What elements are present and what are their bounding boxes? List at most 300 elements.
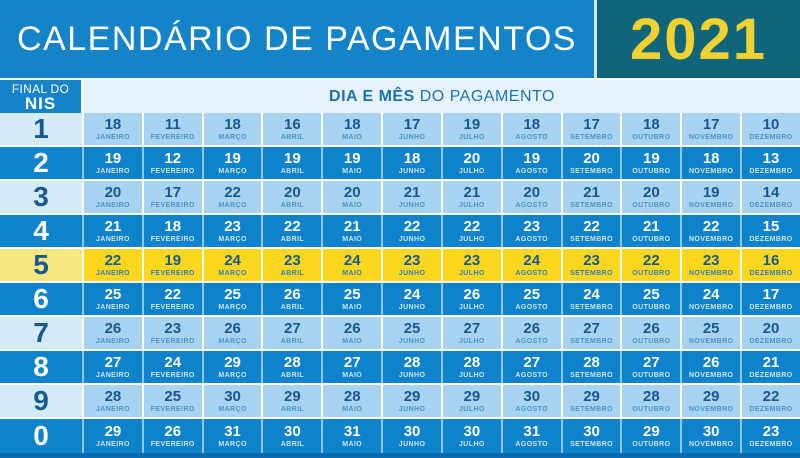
payment-cell <box>563 215 623 247</box>
payment-month: MAIO <box>342 441 363 448</box>
payment-day: 31 <box>224 423 241 440</box>
calendar-row <box>0 385 800 419</box>
calendar-row <box>0 419 800 453</box>
payment-day: 25 <box>343 286 361 303</box>
payment-month: ABRIL <box>280 168 305 175</box>
payment-cell <box>144 419 204 453</box>
payment-month: MAIO <box>342 304 363 311</box>
payment-day: 23 <box>284 252 301 269</box>
payment-month: MARÇO <box>218 236 247 243</box>
payment-day: 27 <box>343 354 361 371</box>
payment-month: JULHO <box>459 236 485 243</box>
payment-month: OUTUBRO <box>632 304 671 311</box>
payment-day: 28 <box>284 354 301 371</box>
payment-cell <box>84 385 144 417</box>
payment-cell <box>383 147 443 179</box>
payment-month: FEVEREIRO <box>150 236 195 243</box>
payment-cell <box>84 113 144 145</box>
payment-day: 26 <box>523 320 541 337</box>
payment-cell <box>383 113 443 145</box>
payment-month: AGOSTO <box>515 236 549 243</box>
payment-month: MAIO <box>342 338 363 345</box>
payment-day: 24 <box>224 252 241 269</box>
payment-month: OUTUBRO <box>632 372 671 379</box>
payment-month: JUNHO <box>398 270 426 277</box>
payment-day: 24 <box>523 252 541 269</box>
payment-day: 30 <box>403 423 421 440</box>
payment-month: NOVEMBRO <box>688 202 734 209</box>
nis-digit: 1 <box>0 113 84 145</box>
payment-day: 26 <box>104 320 122 337</box>
payment-cell <box>622 215 682 247</box>
payment-month: ABRIL <box>280 406 305 413</box>
payment-cell <box>443 215 503 247</box>
payment-cell <box>263 351 323 383</box>
year-label: 2021 <box>629 6 768 72</box>
calendar-row <box>0 283 800 317</box>
payment-month: OUTUBRO <box>632 202 671 209</box>
payment-cell <box>563 147 623 179</box>
payment-day: 22 <box>104 252 122 269</box>
payment-month: ABRIL <box>280 270 305 277</box>
payment-day: 18 <box>702 150 720 167</box>
payment-month: JANEIRO <box>95 338 130 345</box>
nis-digit: 0 <box>0 419 84 453</box>
payment-month: ABRIL <box>280 202 305 209</box>
payment-day: 23 <box>523 218 541 235</box>
payment-cell <box>682 249 742 281</box>
payment-month: JULHO <box>459 406 485 413</box>
payment-cell <box>323 385 383 417</box>
payment-month: OUTUBRO <box>632 168 671 175</box>
payment-day: 22 <box>284 218 301 235</box>
payment-day: 30 <box>284 423 301 440</box>
payment-month: SETEMBRO <box>570 168 613 175</box>
payment-cell <box>742 385 800 417</box>
payment-month: NOVEMBRO <box>688 270 734 277</box>
payment-cell <box>204 181 264 213</box>
payment-day: 19 <box>164 252 182 269</box>
payment-cell <box>443 419 503 453</box>
payment-month: AGOSTO <box>515 134 549 141</box>
payment-day: 18 <box>164 218 182 235</box>
payment-cell <box>144 215 204 247</box>
payment-cell <box>204 419 264 453</box>
payment-cell <box>144 283 204 315</box>
payment-month: OUTUBRO <box>632 134 671 141</box>
payment-day: 29 <box>284 388 301 405</box>
year-badge <box>594 0 800 78</box>
payment-day: 19 <box>343 150 361 167</box>
payment-cell <box>682 147 742 179</box>
header-title-area <box>0 0 594 78</box>
payment-month: AGOSTO <box>515 168 549 175</box>
payment-month: JUNHO <box>398 338 426 345</box>
payment-day: 26 <box>224 320 241 337</box>
page-title: CALENDÁRIO DE PAGAMENTOS <box>17 19 577 58</box>
payment-cell <box>263 385 323 417</box>
payment-day: 18 <box>523 116 541 133</box>
payment-month: NOVEMBRO <box>688 372 734 379</box>
payment-cell <box>443 113 503 145</box>
payment-cell <box>204 385 264 417</box>
payment-cell <box>503 419 563 453</box>
payment-month: MARÇO <box>218 338 247 345</box>
payment-cell <box>503 249 563 281</box>
payment-day: 31 <box>523 423 541 440</box>
payment-cell <box>503 283 563 315</box>
payment-month: SETEMBRO <box>570 406 613 413</box>
payment-day: 26 <box>702 354 720 371</box>
payment-month: NOVEMBRO <box>688 441 734 448</box>
payment-month: SETEMBRO <box>570 270 613 277</box>
payment-month: NOVEMBRO <box>688 134 734 141</box>
payment-day: 27 <box>523 354 541 371</box>
payment-month: JULHO <box>459 270 485 277</box>
payment-cell <box>323 317 383 349</box>
payment-cell <box>503 317 563 349</box>
nis-digit: 9 <box>0 385 84 417</box>
payment-month: FEVEREIRO <box>150 304 195 311</box>
payment-month: FEVEREIRO <box>150 202 195 209</box>
payment-cell <box>443 385 503 417</box>
payment-day: 29 <box>583 388 600 405</box>
payment-cell <box>503 385 563 417</box>
payment-cell <box>204 113 264 145</box>
payment-cell <box>622 113 682 145</box>
payment-cell <box>144 147 204 179</box>
nis-digit: 4 <box>0 215 84 247</box>
payment-cell <box>84 419 144 453</box>
payment-day: 23 <box>583 252 600 269</box>
payment-month: AGOSTO <box>515 372 549 379</box>
payment-month: JUNHO <box>398 134 426 141</box>
payment-month: JANEIRO <box>95 236 130 243</box>
payment-day: 31 <box>343 423 361 440</box>
payment-day: 21 <box>463 184 481 201</box>
payment-day: 28 <box>583 354 600 371</box>
payment-month: DEZEMBRO <box>749 372 793 379</box>
payment-day: 17 <box>702 116 720 133</box>
payment-cell <box>263 215 323 247</box>
payment-month: JULHO <box>459 304 485 311</box>
payment-month: NOVEMBRO <box>688 304 734 311</box>
payment-month: OUTUBRO <box>632 406 671 413</box>
payment-cell <box>682 181 742 213</box>
payment-month: MARÇO <box>218 134 247 141</box>
payment-day: 20 <box>762 320 780 337</box>
payment-day: 13 <box>762 150 780 167</box>
payment-month: NOVEMBRO <box>688 168 734 175</box>
header <box>0 0 800 78</box>
payment-month: JUNHO <box>398 441 426 448</box>
payment-month: DEZEMBRO <box>749 441 793 448</box>
payment-cell <box>84 215 144 247</box>
payment-day: 24 <box>702 286 720 303</box>
nis-header-line2: NIS <box>24 93 57 113</box>
payment-cell <box>144 181 204 213</box>
payment-month: JULHO <box>459 168 485 175</box>
payment-cell <box>383 385 443 417</box>
payment-day: 29 <box>104 423 122 440</box>
payment-cell <box>742 419 800 453</box>
payment-cell <box>383 419 443 453</box>
payment-month: FEVEREIRO <box>150 372 195 379</box>
payment-day: 26 <box>643 320 660 337</box>
payment-day: 11 <box>164 116 181 133</box>
payment-day: 23 <box>702 252 720 269</box>
payment-month: JULHO <box>459 202 485 209</box>
payment-month: AGOSTO <box>515 338 549 345</box>
payment-cell <box>84 249 144 281</box>
payment-cell <box>563 113 623 145</box>
payment-cell <box>84 181 144 213</box>
payment-month: DEZEMBRO <box>749 202 793 209</box>
payment-cell <box>263 181 323 213</box>
payment-cell <box>323 181 383 213</box>
payment-month: JULHO <box>459 134 485 141</box>
payment-day: 18 <box>343 116 361 133</box>
payment-month: FEVEREIRO <box>150 441 195 448</box>
payment-month: SETEMBRO <box>570 372 613 379</box>
payment-cell <box>742 215 800 247</box>
nis-digit: 6 <box>0 283 84 315</box>
payment-cell <box>204 351 264 383</box>
payment-month: AGOSTO <box>515 441 549 448</box>
payment-month: NOVEMBRO <box>688 338 734 345</box>
payment-month: AGOSTO <box>515 270 549 277</box>
payment-month: JANEIRO <box>95 202 130 209</box>
payment-month: JUNHO <box>398 406 426 413</box>
payment-day: 22 <box>762 388 780 405</box>
payment-day: 23 <box>164 320 182 337</box>
bottom-strip <box>0 453 800 458</box>
payment-cell <box>563 317 623 349</box>
payment-cell <box>323 283 383 315</box>
payment-day: 21 <box>643 218 660 235</box>
payment-month: SETEMBRO <box>570 202 613 209</box>
payment-cell <box>682 385 742 417</box>
payment-month: JANEIRO <box>95 270 130 277</box>
payment-month: ABRIL <box>280 372 305 379</box>
nis-digit: 3 <box>0 181 84 213</box>
payment-day: 25 <box>523 286 541 303</box>
calendar-row <box>0 215 800 249</box>
payment-day: 20 <box>583 150 600 167</box>
payment-cell <box>682 351 742 383</box>
payment-day: 20 <box>104 184 122 201</box>
payment-cell <box>323 249 383 281</box>
payment-month: FEVEREIRO <box>150 338 195 345</box>
payment-day: 25 <box>702 320 720 337</box>
payment-day: 27 <box>284 320 301 337</box>
payment-day: 28 <box>643 388 660 405</box>
payment-cell <box>204 283 264 315</box>
payment-day: 22 <box>224 184 241 201</box>
payment-month: DEZEMBRO <box>749 134 793 141</box>
payment-day: 21 <box>403 184 421 201</box>
payment-month: ABRIL <box>280 338 305 345</box>
nis-digit: 5 <box>0 249 84 281</box>
payment-day: 18 <box>104 116 122 133</box>
payment-cell <box>622 317 682 349</box>
payment-month: OUTUBRO <box>632 270 671 277</box>
payment-cell <box>563 283 623 315</box>
payment-month: MAIO <box>342 134 363 141</box>
payment-cell <box>742 181 800 213</box>
payment-month: MARÇO <box>218 441 247 448</box>
payment-month: JUNHO <box>398 168 426 175</box>
payment-day: 24 <box>164 354 182 371</box>
payment-day: 29 <box>463 388 481 405</box>
payment-cell <box>563 181 623 213</box>
payment-month: MARÇO <box>218 270 247 277</box>
payment-month: JUNHO <box>398 236 426 243</box>
payment-cell <box>144 113 204 145</box>
payment-cell <box>144 385 204 417</box>
payment-day: 17 <box>164 184 182 201</box>
payment-month: DEZEMBRO <box>749 338 793 345</box>
payment-cell <box>503 215 563 247</box>
calendar-row <box>0 317 800 351</box>
payment-month: MAIO <box>342 270 363 277</box>
payment-month: OUTUBRO <box>632 338 671 345</box>
payment-day: 20 <box>284 184 301 201</box>
payment-day: 19 <box>702 184 720 201</box>
payment-day: 21 <box>583 184 600 201</box>
payment-month: OUTUBRO <box>632 441 671 448</box>
payment-cell <box>263 147 323 179</box>
payment-month: JULHO <box>459 338 485 345</box>
payment-day: 27 <box>583 320 600 337</box>
payment-day: 21 <box>762 354 780 371</box>
payment-cell <box>742 113 800 145</box>
payment-month: AGOSTO <box>515 202 549 209</box>
payment-month: OUTUBRO <box>632 236 671 243</box>
payment-day: 27 <box>643 354 660 371</box>
payment-month: AGOSTO <box>515 304 549 311</box>
payment-month: JANEIRO <box>95 406 130 413</box>
payment-cell <box>204 215 264 247</box>
payment-month: JANEIRO <box>95 304 130 311</box>
day-month-header <box>84 80 800 113</box>
payment-day: 25 <box>403 320 421 337</box>
payment-cell <box>742 249 800 281</box>
payment-cell <box>263 317 323 349</box>
payment-cell <box>622 181 682 213</box>
payment-day: 28 <box>104 388 122 405</box>
payment-day: 22 <box>463 218 481 235</box>
payment-month: MARÇO <box>218 202 247 209</box>
payment-cell <box>742 351 800 383</box>
payment-day: 18 <box>643 116 660 133</box>
payment-day: 23 <box>224 218 241 235</box>
payment-day: 29 <box>702 388 720 405</box>
payment-day: 17 <box>762 286 780 303</box>
payment-month: SETEMBRO <box>570 304 613 311</box>
payment-cell <box>443 181 503 213</box>
payment-cell <box>503 113 563 145</box>
payment-cell <box>443 249 503 281</box>
day-month-header-rest: DO PAGAMENTO <box>419 87 555 105</box>
payment-day: 24 <box>343 252 361 269</box>
payment-month: MARÇO <box>218 372 247 379</box>
payment-month: DEZEMBRO <box>749 304 793 311</box>
payment-cell <box>263 249 323 281</box>
payment-month: NOVEMBRO <box>688 236 734 243</box>
payment-cell <box>323 419 383 453</box>
payment-month: MAIO <box>342 236 363 243</box>
payment-cell <box>84 147 144 179</box>
payment-cell <box>682 215 742 247</box>
payment-day: 20 <box>343 184 361 201</box>
payment-day: 25 <box>643 286 660 303</box>
day-month-header-bold: DIA E MÊS <box>329 87 415 105</box>
payment-month: SETEMBRO <box>570 441 613 448</box>
payment-day: 26 <box>343 320 361 337</box>
payment-day: 30 <box>702 423 720 440</box>
nis-column-header <box>0 80 84 113</box>
payment-cell <box>263 419 323 453</box>
payment-day: 29 <box>643 423 660 440</box>
payment-cell <box>383 351 443 383</box>
payment-day: 20 <box>463 150 481 167</box>
payment-day: 29 <box>403 388 421 405</box>
payment-day: 23 <box>403 252 421 269</box>
payment-month: FEVEREIRO <box>150 134 195 141</box>
payment-day: 15 <box>762 218 780 235</box>
nis-digit: 7 <box>0 317 84 349</box>
payment-month: MAIO <box>342 406 363 413</box>
payment-month: MARÇO <box>218 168 247 175</box>
payment-cell <box>622 147 682 179</box>
payment-cell <box>622 351 682 383</box>
payment-month: JUNHO <box>398 304 426 311</box>
payment-day: 12 <box>164 150 182 167</box>
payment-cell <box>323 147 383 179</box>
payment-cell <box>383 317 443 349</box>
payment-cell <box>204 147 264 179</box>
payment-day: 28 <box>403 354 421 371</box>
calendar-row <box>0 147 800 181</box>
payment-month: NOVEMBRO <box>688 406 734 413</box>
payment-cell <box>383 215 443 247</box>
payment-cell <box>323 113 383 145</box>
payment-day: 21 <box>104 218 122 235</box>
payment-month: ABRIL <box>280 441 305 448</box>
payment-day: 20 <box>643 184 660 201</box>
payment-month: MAIO <box>342 202 363 209</box>
nis-digit: 2 <box>0 147 84 179</box>
calendar-row <box>0 113 800 147</box>
payment-month: FEVEREIRO <box>150 270 195 277</box>
payment-day: 30 <box>224 388 241 405</box>
payment-cell <box>622 385 682 417</box>
payment-day: 24 <box>583 286 600 303</box>
payment-cell <box>263 113 323 145</box>
payment-cell <box>383 283 443 315</box>
payment-month: JANEIRO <box>95 372 130 379</box>
payment-month: MAIO <box>342 372 363 379</box>
payment-day: 19 <box>463 116 481 133</box>
payment-day: 27 <box>463 320 481 337</box>
nis-digit: 8 <box>0 351 84 383</box>
payment-month: MAIO <box>342 168 363 175</box>
payment-day: 30 <box>583 423 600 440</box>
payment-day: 23 <box>762 423 780 440</box>
payment-day: 18 <box>403 150 421 167</box>
payment-day: 22 <box>164 286 182 303</box>
